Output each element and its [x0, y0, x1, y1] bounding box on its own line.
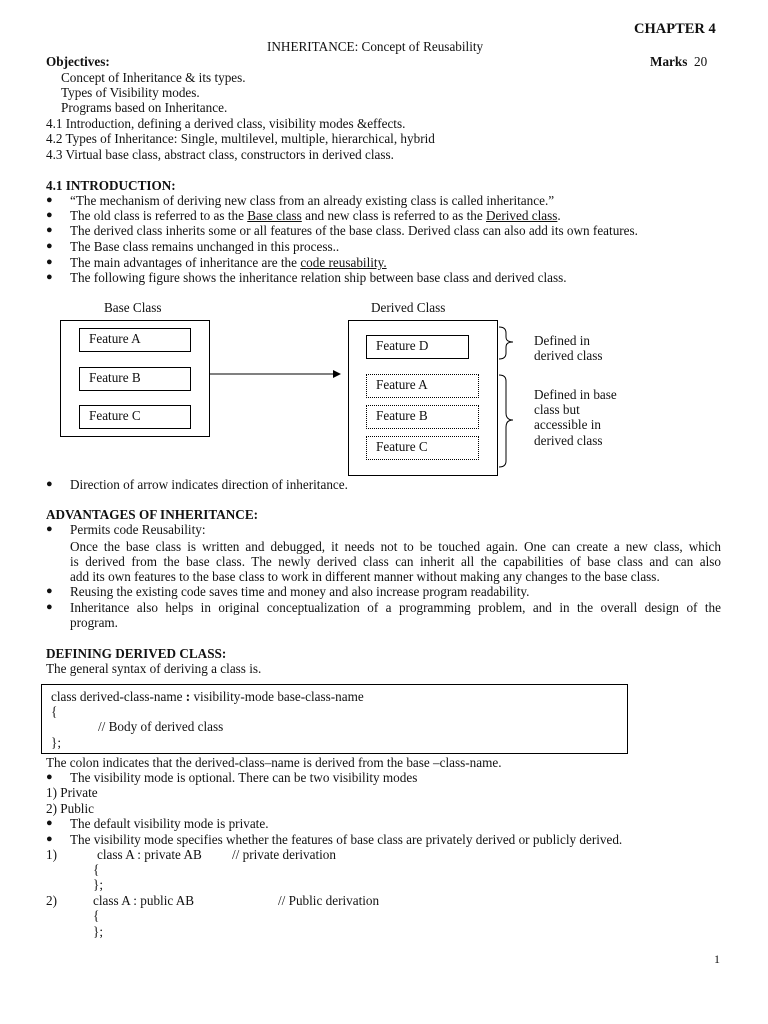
intro-heading: 4.1 INTRODUCTION:: [46, 178, 176, 193]
paragraph-line: Once the base class is written and debugged, it needs not to be touched again. One can create a new class, which: [70, 539, 721, 554]
bullet-icon: ●: [46, 771, 53, 783]
chapter-label: CHAPTER 4: [634, 21, 716, 37]
list-item: Reusing the existing code saves time and money and also increase program readability.: [70, 584, 530, 599]
bullet-icon: ●: [46, 478, 53, 490]
example-brace: {: [93, 862, 100, 877]
paragraph-line: is derived from the base class. The newly derived class can inherit all the capabilities of base class and can also: [70, 554, 721, 569]
topic-item: 4.3 Virtual base class, abstract class, constructors in derived class.: [46, 147, 394, 162]
list-item: The default visibility mode is private.: [70, 816, 269, 831]
text: and new class is referred to as the: [301, 208, 486, 223]
example-number: 1): [46, 847, 57, 862]
advantages-heading: ADVANTAGES OF INHERITANCE:: [46, 507, 259, 522]
list-item: [70, 208, 561, 223]
text: visibility-mode base-class-name: [190, 689, 364, 704]
page-title: INHERITANCE: Concept of Reusability: [267, 39, 484, 54]
inherited-feature-b: Feature B: [366, 405, 479, 429]
marks-value: 20: [693, 54, 708, 69]
example-comment: // private derivation: [232, 847, 336, 862]
list-item: The following figure shows the inheritance relation ship between base class and derived class.: [70, 270, 567, 285]
example-number: 2): [46, 893, 57, 908]
list-item: [70, 255, 387, 270]
example-brace: {: [93, 908, 100, 923]
derived-feature-d: Feature D: [366, 335, 469, 359]
base-feature-c: Feature C: [79, 405, 191, 429]
bullet-icon: ●: [46, 601, 53, 613]
topic-item: 4.2 Types of Inheritance: Single, multilevel, multiple, hierarchical, hybrid: [46, 131, 435, 146]
example-code: class A : public AB: [93, 893, 195, 908]
list-item-continuation: program.: [70, 615, 118, 630]
list-item: Inheritance also helps in original conceptualization of a programming problem, and in the overall design of the: [70, 600, 721, 615]
bullet-icon: ●: [46, 271, 53, 283]
example-code: class A : private AB: [97, 847, 202, 862]
list-item: The derived class inherits some or all features of the base class. Derived class can also add its own features.: [70, 223, 638, 238]
bullet-icon: ●: [46, 585, 53, 597]
note-base-line: accessible in: [534, 417, 602, 432]
objective-item: Types of Visibility modes.: [61, 85, 200, 100]
brace-icon: [497, 325, 519, 471]
bullet-icon: ●: [46, 224, 53, 236]
list-item: The visibility mode specifies whether the features of base class are privately derived or publicly derived.: [70, 832, 623, 847]
bullet-icon: ●: [46, 194, 53, 206]
objective-item: Programs based on Inheritance.: [61, 100, 228, 115]
list-item: Permits code Reusability:: [70, 522, 206, 537]
text: The old class is referred to as the: [70, 208, 248, 223]
mode-item: 2) Public: [46, 801, 94, 816]
paragraph-line: add its own features to the base class to work in different manner without making any changes to the base class.: [70, 569, 660, 584]
bullet-icon: ●: [46, 523, 53, 535]
marks: [650, 54, 707, 69]
note-base-line: derived class: [534, 433, 603, 448]
base-class-label: Base Class: [104, 300, 162, 315]
mode-item: 1) Private: [46, 785, 98, 800]
colon: :: [185, 689, 191, 704]
list-item: The visibility mode is optional. There can be two visibility modes: [70, 770, 418, 785]
syntax-intro: The general syntax of deriving a class is.: [46, 661, 262, 676]
code-line: {: [51, 704, 58, 719]
topic-item: 4.1 Introduction, defining a derived class, visibility modes &effects.: [46, 116, 406, 131]
base-class-term: Base class: [247, 208, 302, 223]
derived-class-term: Derived class: [486, 208, 558, 223]
colon-note: The colon indicates that the derived-class–name is derived from the base –class-name.: [46, 755, 502, 770]
list-item: “The mechanism of deriving new class from an already existing class is called inheritance.”: [70, 193, 555, 208]
bullet-icon: ●: [46, 817, 53, 829]
example-comment: // Public derivation: [278, 893, 380, 908]
text: class derived-class-name: [51, 689, 186, 704]
bullet-icon: ●: [46, 256, 53, 268]
note-derived-line: Defined in: [534, 333, 591, 348]
code-reusability-term: code reusability.: [300, 255, 387, 270]
inheritance-arrow-icon: [209, 368, 343, 380]
inherited-feature-a: Feature A: [366, 374, 479, 398]
base-feature-b: Feature B: [79, 367, 191, 391]
example-brace: };: [93, 924, 103, 939]
inherited-feature-c: Feature C: [366, 436, 479, 460]
list-item: The Base class remains unchanged in this process..: [70, 239, 340, 254]
text: .: [557, 208, 561, 223]
bullet-icon: ●: [46, 209, 53, 221]
derived-class-label: Derived Class: [371, 300, 446, 315]
text: The main advantages of inheritance are the: [70, 255, 301, 270]
defining-heading: DEFINING DERIVED CLASS:: [46, 646, 227, 661]
example-brace: };: [93, 877, 103, 892]
note-base-line: class but: [534, 402, 580, 417]
code-line: [51, 689, 364, 704]
marks-label: Marks: [650, 54, 688, 69]
base-feature-a: Feature A: [79, 328, 191, 352]
objective-item: Concept of Inheritance & its types.: [61, 70, 246, 85]
bullet-icon: ●: [46, 240, 53, 252]
page-number: 1: [714, 952, 720, 966]
objectives-heading: Objectives:: [46, 54, 110, 69]
bullet-icon: ●: [46, 833, 53, 845]
note-base-line: Defined in base: [534, 387, 617, 402]
note-derived-line: derived class: [534, 348, 603, 363]
code-line: };: [51, 735, 61, 750]
code-line: // Body of derived class: [98, 719, 224, 734]
arrow-note: Direction of arrow indicates direction of inheritance.: [70, 477, 348, 492]
